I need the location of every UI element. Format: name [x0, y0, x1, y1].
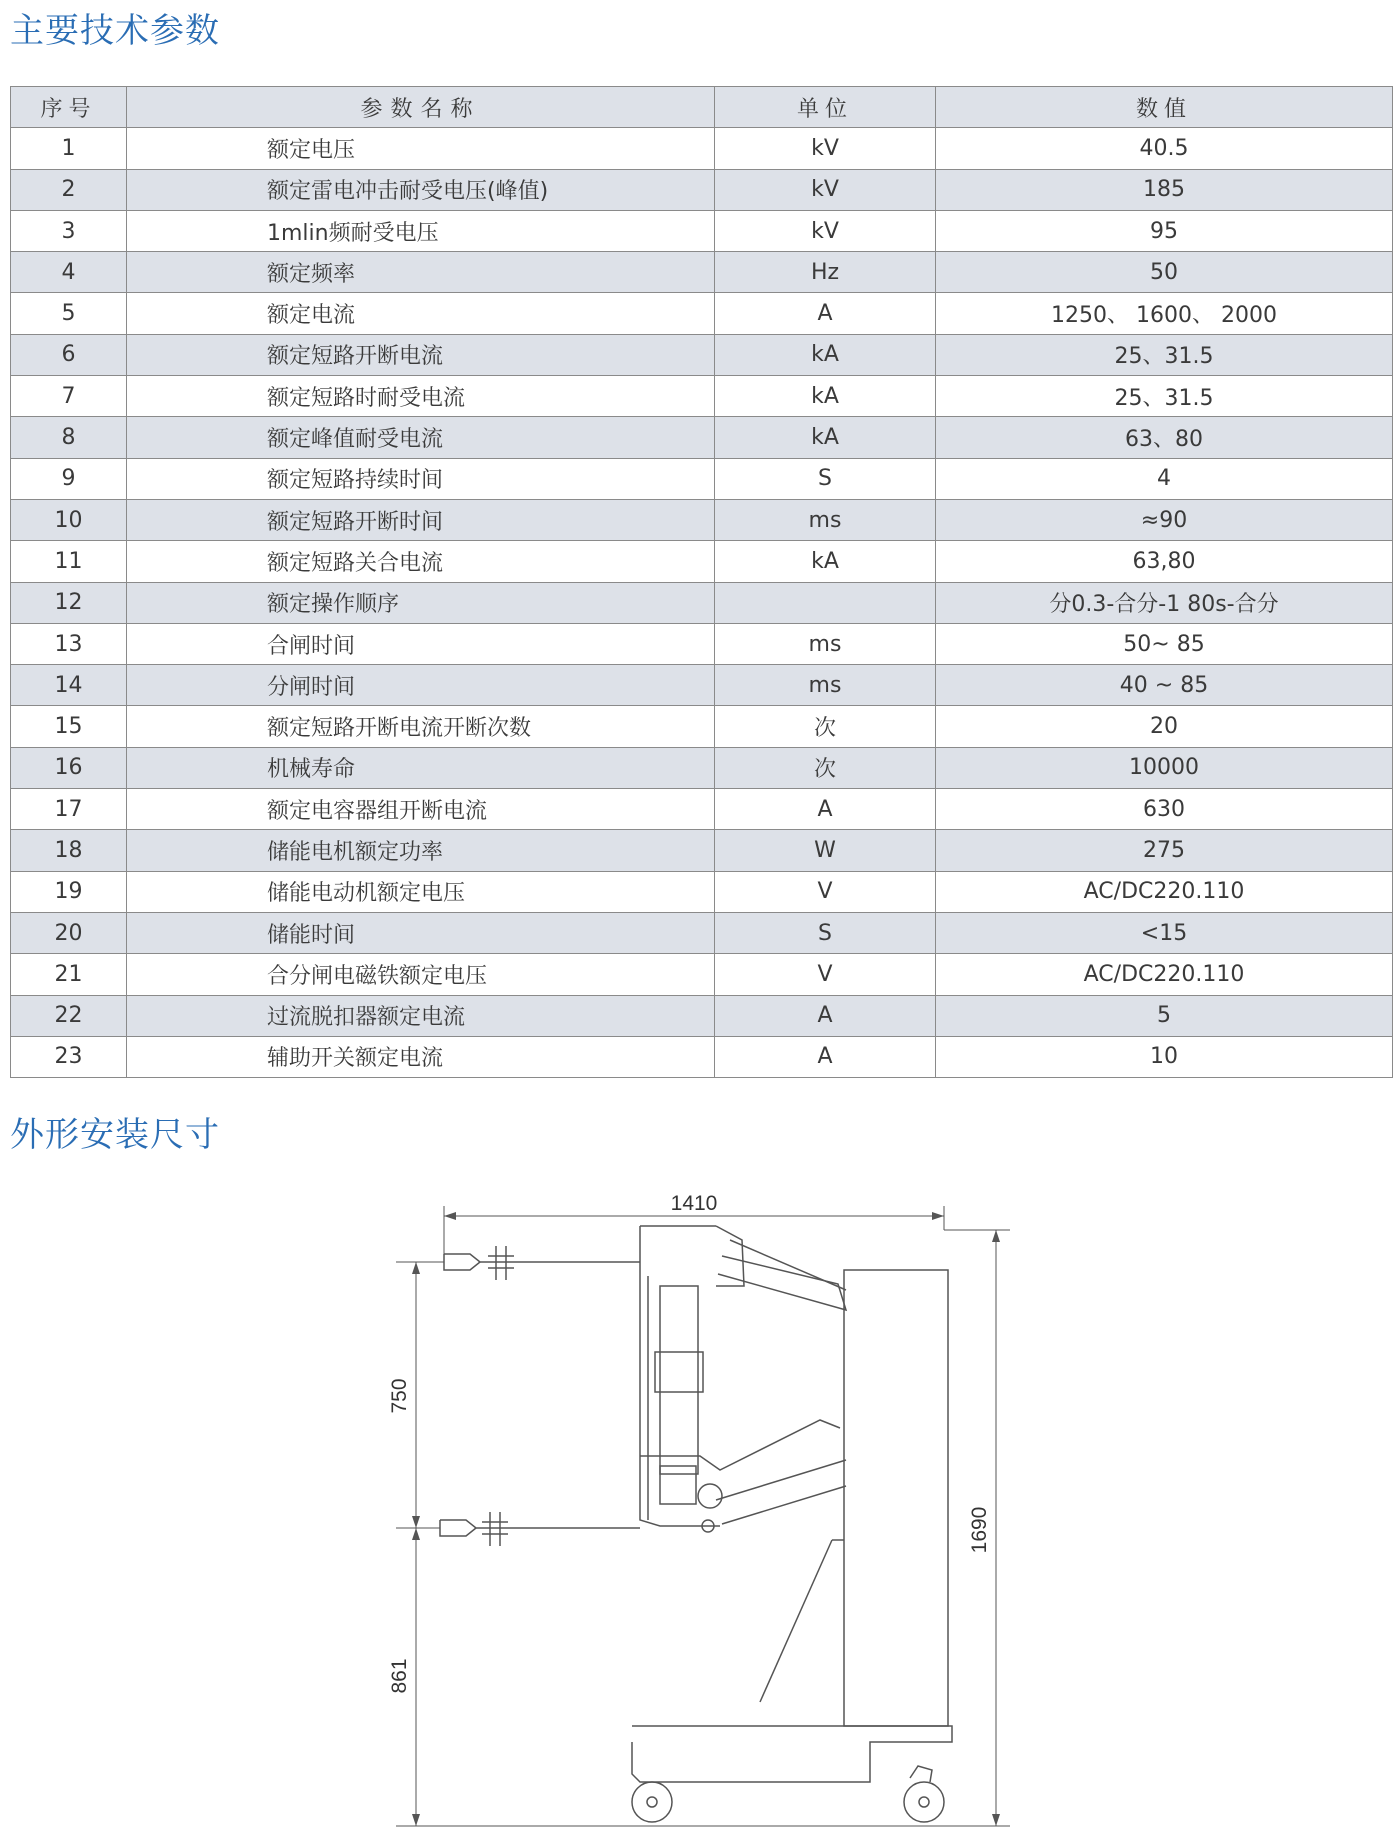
- cell-value: <15: [936, 912, 1393, 953]
- cell-value: 50: [936, 252, 1393, 293]
- table-row: [11, 706, 1393, 747]
- table-row: [11, 665, 1393, 706]
- table-row: [11, 499, 1393, 540]
- cell-name: 额定电流: [127, 293, 715, 334]
- table-row: [11, 747, 1393, 788]
- cell-name: 储能电动机额定电压: [127, 871, 715, 912]
- cell-index: 12: [11, 582, 127, 623]
- cell-name: 储能时间: [127, 912, 715, 953]
- cell-index: 18: [11, 830, 127, 871]
- vacuum-interrupter: [660, 1286, 698, 1474]
- dimensions-section-title: 外形安装尺寸: [10, 1115, 220, 1155]
- cell-name: 额定短路关合电流: [127, 541, 715, 582]
- cell-name: 储能电机额定功率: [127, 830, 715, 871]
- spec-table: [10, 86, 1393, 1078]
- cell-value: 25、31.5: [936, 376, 1393, 417]
- cell-name: 过流脱扣器额定电流: [127, 995, 715, 1036]
- dim-width-label: 1410: [670, 1192, 718, 1215]
- cell-value: 分0.3-合分-1 80s-合分: [936, 582, 1393, 623]
- cell-index: 22: [11, 995, 127, 1036]
- cell-value: 1250、 1600、 2000: [936, 293, 1393, 334]
- cell-value: 40 ~ 85: [936, 665, 1393, 706]
- cell-value: 4: [936, 458, 1393, 499]
- cell-index: 9: [11, 458, 127, 499]
- left-wheel: [632, 1782, 672, 1822]
- parameters-section-title: 主要技术参数: [10, 11, 220, 51]
- cell-index: 1: [11, 128, 127, 169]
- dim-total-height-label: 1690: [968, 1506, 991, 1554]
- cell-value: 185: [936, 169, 1393, 210]
- cell-value: 50~ 85: [936, 623, 1393, 664]
- cell-index: 3: [11, 210, 127, 251]
- table-row: [11, 1036, 1393, 1077]
- cell-index: 2: [11, 169, 127, 210]
- cell-unit: 次: [715, 706, 936, 747]
- cell-unit: kA: [715, 417, 936, 458]
- table-row: [11, 458, 1393, 499]
- header-value: 数值: [936, 87, 1393, 128]
- cell-unit: A: [715, 1036, 936, 1077]
- table-row: [11, 334, 1393, 375]
- cell-unit: ms: [715, 499, 936, 540]
- cell-unit: S: [715, 458, 936, 499]
- table-row: [11, 252, 1393, 293]
- table-row: [11, 128, 1393, 169]
- cell-index: 19: [11, 871, 127, 912]
- cell-value: 275: [936, 830, 1393, 871]
- dim-lower-label: 861: [388, 1658, 411, 1694]
- cell-unit: kA: [715, 541, 936, 582]
- cell-index: 13: [11, 623, 127, 664]
- dim-upper-label: 750: [388, 1378, 411, 1414]
- cell-index: 16: [11, 747, 127, 788]
- cell-unit: kA: [715, 334, 936, 375]
- cell-unit: A: [715, 789, 936, 830]
- cell-unit: A: [715, 293, 936, 334]
- table-header-row: [11, 87, 1393, 128]
- cell-index: 15: [11, 706, 127, 747]
- cell-value: 630: [936, 789, 1393, 830]
- table-row: [11, 417, 1393, 458]
- cell-index: 21: [11, 954, 127, 995]
- cell-value: 63,80: [936, 541, 1393, 582]
- header-index: 序号: [11, 87, 127, 128]
- cell-name: 额定电容器组开断电流: [127, 789, 715, 830]
- cell-value: AC/DC220.110: [936, 954, 1393, 995]
- cell-value: 10000: [936, 747, 1393, 788]
- cell-unit: kV: [715, 169, 936, 210]
- trolley-base: [632, 1726, 952, 1782]
- cell-index: 23: [11, 1036, 127, 1077]
- cell-name: 额定雷电冲击耐受电压(峰值): [127, 169, 715, 210]
- cell-index: 11: [11, 541, 127, 582]
- cell-value: ≈90: [936, 499, 1393, 540]
- cell-index: 4: [11, 252, 127, 293]
- table-row: [11, 293, 1393, 334]
- cell-unit: V: [715, 954, 936, 995]
- right-wheel: [904, 1782, 944, 1822]
- cell-index: 14: [11, 665, 127, 706]
- cell-unit: [715, 582, 936, 623]
- header-unit: 单位: [715, 87, 936, 128]
- cell-index: 8: [11, 417, 127, 458]
- cell-name: 额定频率: [127, 252, 715, 293]
- cell-unit: 次: [715, 747, 936, 788]
- table-row: [11, 582, 1393, 623]
- cell-unit: kV: [715, 128, 936, 169]
- header-name: 参数名称: [127, 87, 715, 128]
- cell-value: 95: [936, 210, 1393, 251]
- cell-unit: ms: [715, 665, 936, 706]
- table-row: [11, 169, 1393, 210]
- cell-name: 额定短路时耐受电流: [127, 376, 715, 417]
- cell-index: 7: [11, 376, 127, 417]
- table-row: [11, 541, 1393, 582]
- cell-value: 10: [936, 1036, 1393, 1077]
- dimension-lines: [396, 1206, 1010, 1826]
- cell-value: AC/DC220.110: [936, 871, 1393, 912]
- cell-unit: kV: [715, 210, 936, 251]
- cell-unit: A: [715, 995, 936, 1036]
- table-row: [11, 210, 1393, 251]
- cell-index: 17: [11, 789, 127, 830]
- cell-unit: kA: [715, 376, 936, 417]
- cell-unit: S: [715, 912, 936, 953]
- table-row: [11, 871, 1393, 912]
- table-row: [11, 912, 1393, 953]
- cell-name: 额定操作顺序: [127, 582, 715, 623]
- cell-name: 额定短路持续时间: [127, 458, 715, 499]
- table-row: [11, 376, 1393, 417]
- cell-name: 额定电压: [127, 128, 715, 169]
- table-row: [11, 954, 1393, 995]
- operating-mechanism: [660, 1466, 696, 1504]
- cell-name: 额定峰值耐受电流: [127, 417, 715, 458]
- cell-unit: Hz: [715, 252, 936, 293]
- table-row: [11, 623, 1393, 664]
- cell-value: 40.5: [936, 128, 1393, 169]
- table-row: [11, 995, 1393, 1036]
- table-row: [11, 789, 1393, 830]
- cell-value: 25、31.5: [936, 334, 1393, 375]
- table-row: [11, 830, 1393, 871]
- cell-name: 1mlin频耐受电压: [127, 210, 715, 251]
- cell-name: 合闸时间: [127, 623, 715, 664]
- cell-unit: V: [715, 871, 936, 912]
- cell-index: 6: [11, 334, 127, 375]
- cell-value: 63、80: [936, 417, 1393, 458]
- cell-name: 合分闸电磁铁额定电压: [127, 954, 715, 995]
- cabinet-frame: [844, 1270, 948, 1726]
- cell-value: 5: [936, 995, 1393, 1036]
- cell-index: 20: [11, 912, 127, 953]
- cell-index: 5: [11, 293, 127, 334]
- cell-name: 机械寿命: [127, 747, 715, 788]
- dimension-drawing: [0, 1160, 1400, 1832]
- cell-name: 辅助开关额定电流: [127, 1036, 715, 1077]
- cell-name: 额定短路开断电流开断次数: [127, 706, 715, 747]
- cell-unit: ms: [715, 623, 936, 664]
- cell-name: 额定短路开断时间: [127, 499, 715, 540]
- cell-name: 分闸时间: [127, 665, 715, 706]
- cell-name: 额定短路开断电流: [127, 334, 715, 375]
- cell-index: 10: [11, 499, 127, 540]
- cell-value: 20: [936, 706, 1393, 747]
- cell-unit: W: [715, 830, 936, 871]
